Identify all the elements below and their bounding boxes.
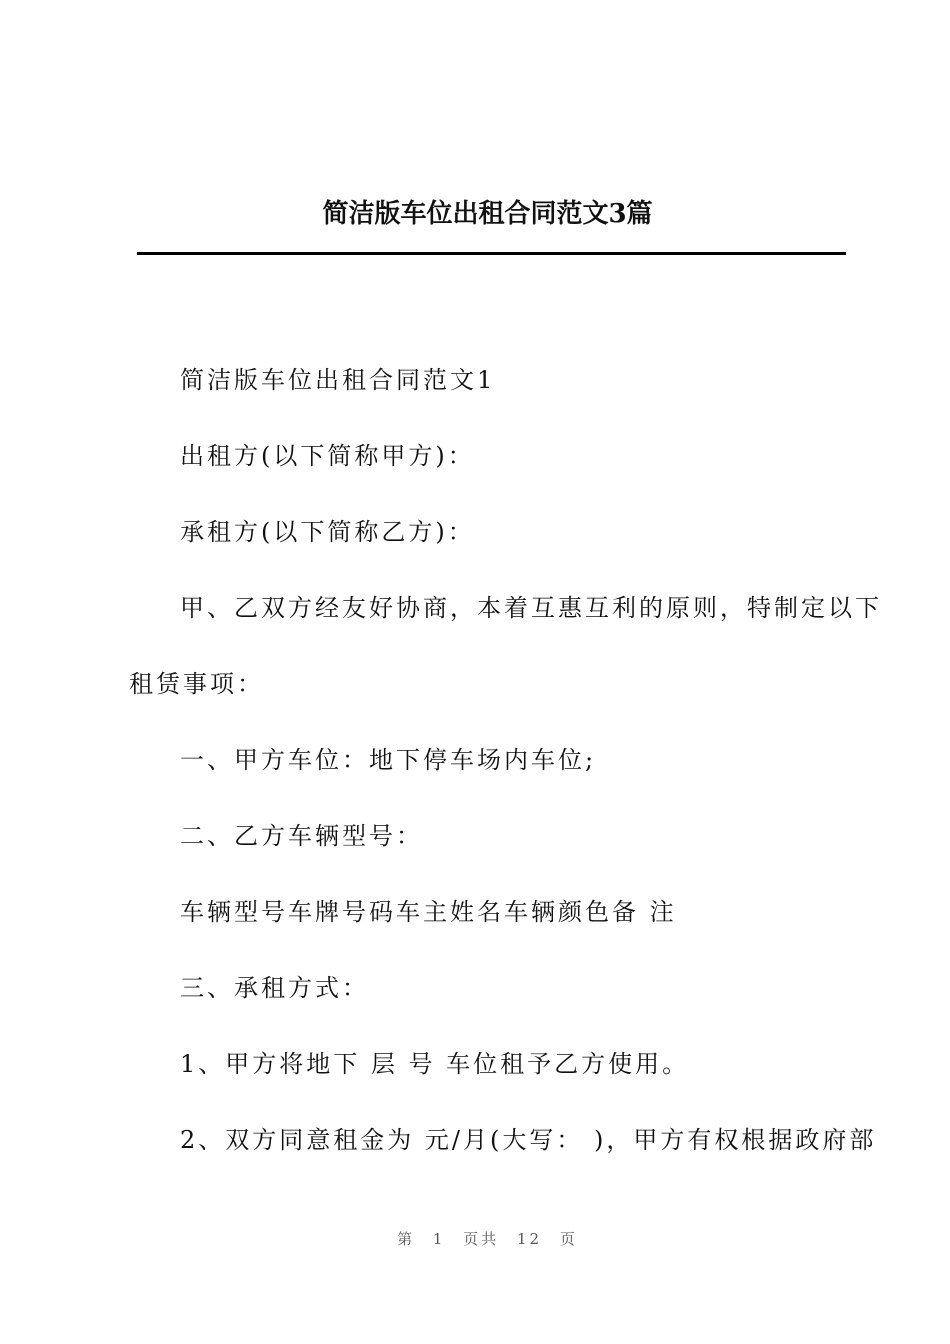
paragraph: 承租方(以下简称乙方)： <box>180 518 475 546</box>
document-body <box>129 342 882 1178</box>
page-footer: 第 1 页共 12 页 <box>397 1230 578 1248</box>
paragraph: 出租方(以下简称甲方)： <box>180 442 475 470</box>
paragraph-continuation: 租赁事项： <box>129 670 264 698</box>
paragraph: 二、乙方车辆型号： <box>180 822 423 850</box>
title-underline <box>137 252 846 255</box>
paragraph: 车辆型号车牌号码车主姓名车辆颜色备 注 <box>180 898 677 926</box>
paragraph: 一、甲方车位：地下停车场内车位; <box>180 746 597 774</box>
paragraph: 简洁版车位出租合同范文1 <box>180 366 496 394</box>
paragraph: 甲、乙双方经友好协商，本着互惠互利的原则，特制定以下 <box>180 594 882 622</box>
paragraph: 2、双方同意租金为 元/月(大写： )，甲方有权根据政府部 <box>180 1126 877 1154</box>
paragraph: 三、承租方式： <box>180 974 369 1002</box>
document-title: 简洁版车位出租合同范文3篇 <box>322 199 653 229</box>
paragraph: 1、甲方将地下 层 号 车位租予乙方使用。 <box>180 1050 690 1078</box>
